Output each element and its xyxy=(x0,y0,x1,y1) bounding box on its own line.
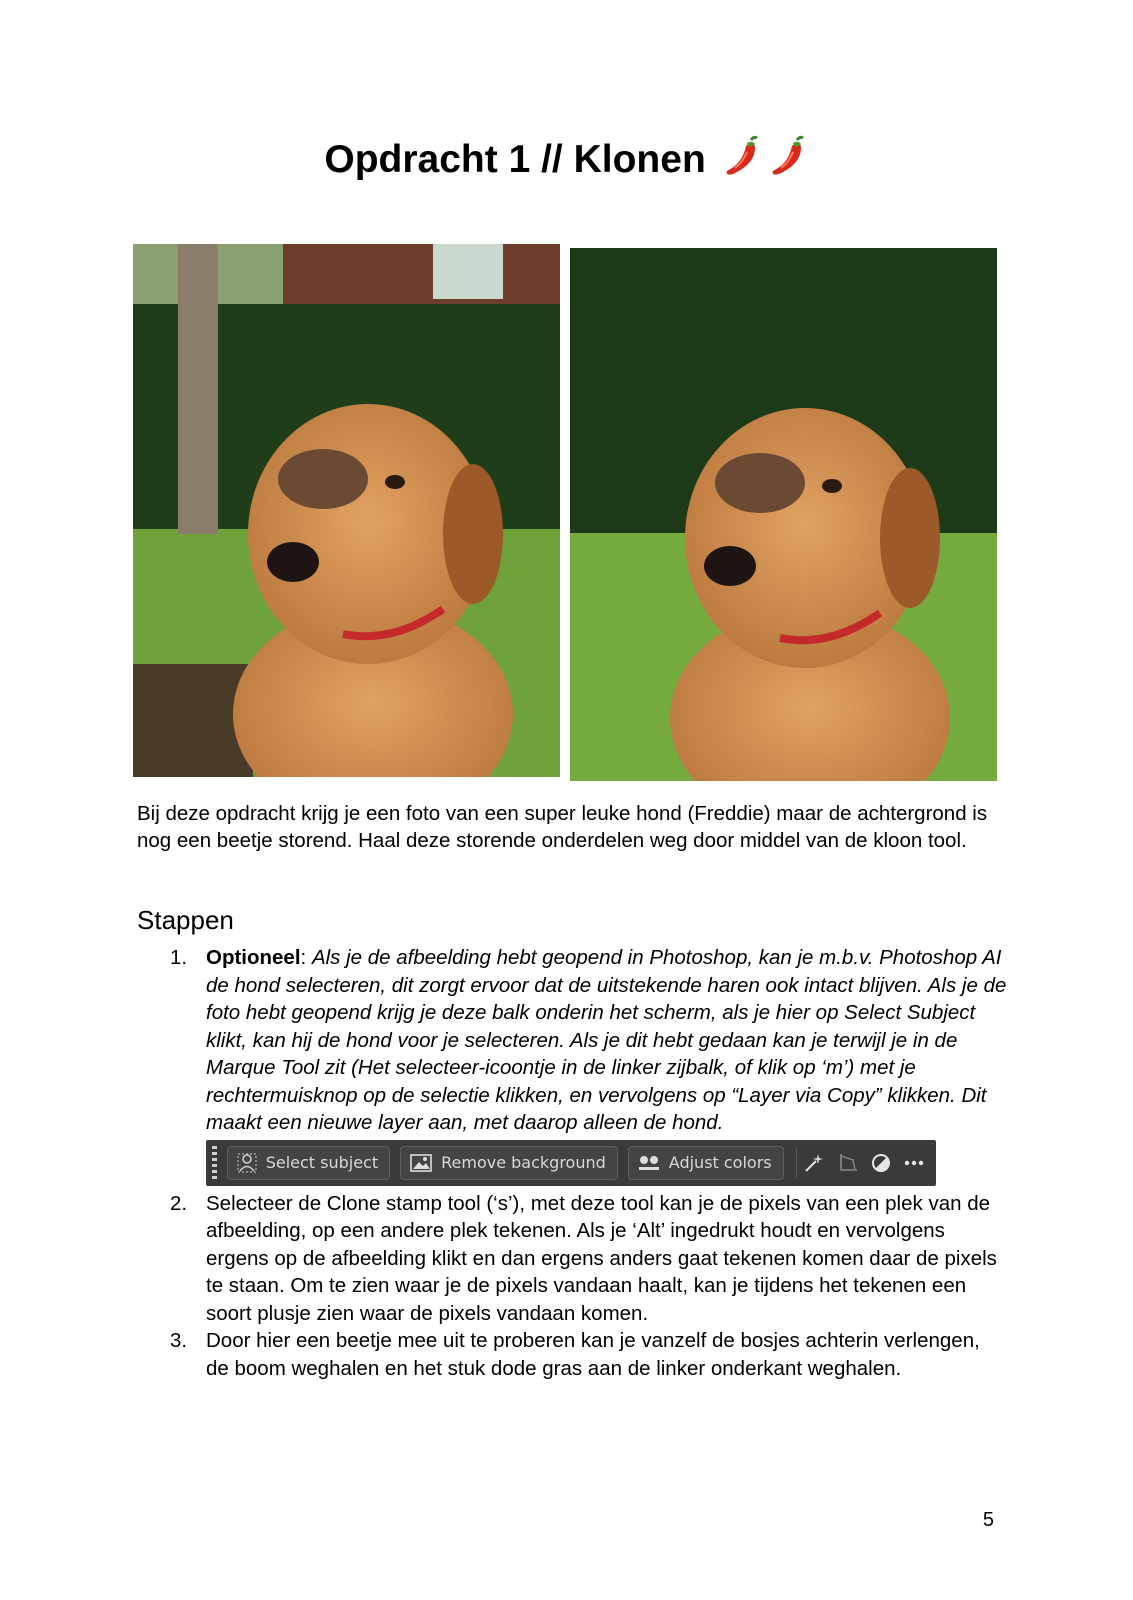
photo-original xyxy=(133,244,560,777)
hot-pepper-icon xyxy=(721,134,763,189)
select-subject-icon xyxy=(237,1153,257,1173)
select-subject-button[interactable] xyxy=(227,1146,390,1180)
list-item xyxy=(137,1327,1007,1382)
step-number: 2. xyxy=(170,1191,188,1215)
page-title xyxy=(0,134,1133,189)
steps-heading: Stappen xyxy=(137,905,234,935)
crop-transform-icon[interactable] xyxy=(836,1146,859,1180)
intro-paragraph: Bij deze opdracht krijg je een foto van een super leuke hond (Freddie) maar de achtergrond is nog een beetje storend. Haal deze storende onderdelen weg door middel van de kloon tool. xyxy=(137,802,988,852)
remove-background-label: Remove background xyxy=(441,1152,606,1172)
adjust-colors-button[interactable] xyxy=(628,1146,784,1180)
step-label: Optioneel xyxy=(206,946,301,969)
label-separator: : xyxy=(300,946,307,969)
step-description: Als je de afbeelding hebt geopend in Photoshop, kan je m.b.v. Photoshop AI de hond selecteren, dit zorgt ervoor dat de uitstekende haren ook intact blijven. Als je de foto hebt geopend krijg je deze balk onderin het scherm, als je hier op Select Subject klikt, kan hij de hond voor je selecteren. Als je dit hebt gedaan kan je terwijl je in de Marque Tool zit (Het selecteer-icoontje in de linker zijbalk, of klik op ‘m’) met je rechtermuisknop op de selectie klikken, en vervolgens op “Layer via Copy” klikken. Dit maakt een nieuwe layer aan, met daarop alleen de hond. xyxy=(206,946,1007,1134)
drag-handle[interactable] xyxy=(212,1146,217,1180)
toolbar-divider xyxy=(796,1148,797,1178)
photoshop-contextual-taskbar xyxy=(206,1140,936,1186)
photo-edited xyxy=(570,248,997,781)
remove-background-button[interactable] xyxy=(400,1146,618,1180)
step-text: Door hier een beetje mee uit te proberen kan je vanzelf de bosjes achterin verlengen, de boom weghalen en het stuk dode gras aan de linker onderkant weghalen. xyxy=(206,1329,980,1380)
step-text xyxy=(206,944,1007,1137)
hot-pepper-icon xyxy=(767,134,809,189)
contrast-icon[interactable] xyxy=(869,1146,892,1180)
select-subject-label: Select subject xyxy=(265,1152,379,1172)
magic-wand-icon[interactable] xyxy=(802,1146,825,1180)
adjust-colors-icon xyxy=(638,1154,660,1172)
list-item xyxy=(137,944,1007,1186)
title-text: Opdracht 1 // Klonen xyxy=(324,137,706,181)
list-item xyxy=(137,1190,1007,1328)
more-options-icon[interactable] xyxy=(903,1146,926,1180)
remove-background-icon xyxy=(410,1154,432,1172)
adjust-colors-label: Adjust colors xyxy=(668,1152,772,1172)
step-number: 1. xyxy=(170,946,188,969)
steps-list xyxy=(137,944,1007,1382)
step-text: Selecteer de Clone stamp tool (‘s’), met deze tool kan je de pixels van een plek van de afbeelding, op een andere plek tekenen. Als je ‘Alt’ ingedrukt houdt en vervolgens ergens op de afbeelding klikt en dan ergens anders gaat tekenen komen daar de pixels te staan. Om te zien waar je de pixels vandaan haalt, kan je tijdens het tekenen een soort plusje zien waar de pixels vandaan komen. xyxy=(206,1191,997,1325)
step-number: 3. xyxy=(170,1329,188,1352)
page-number: 5 xyxy=(982,1509,994,1531)
